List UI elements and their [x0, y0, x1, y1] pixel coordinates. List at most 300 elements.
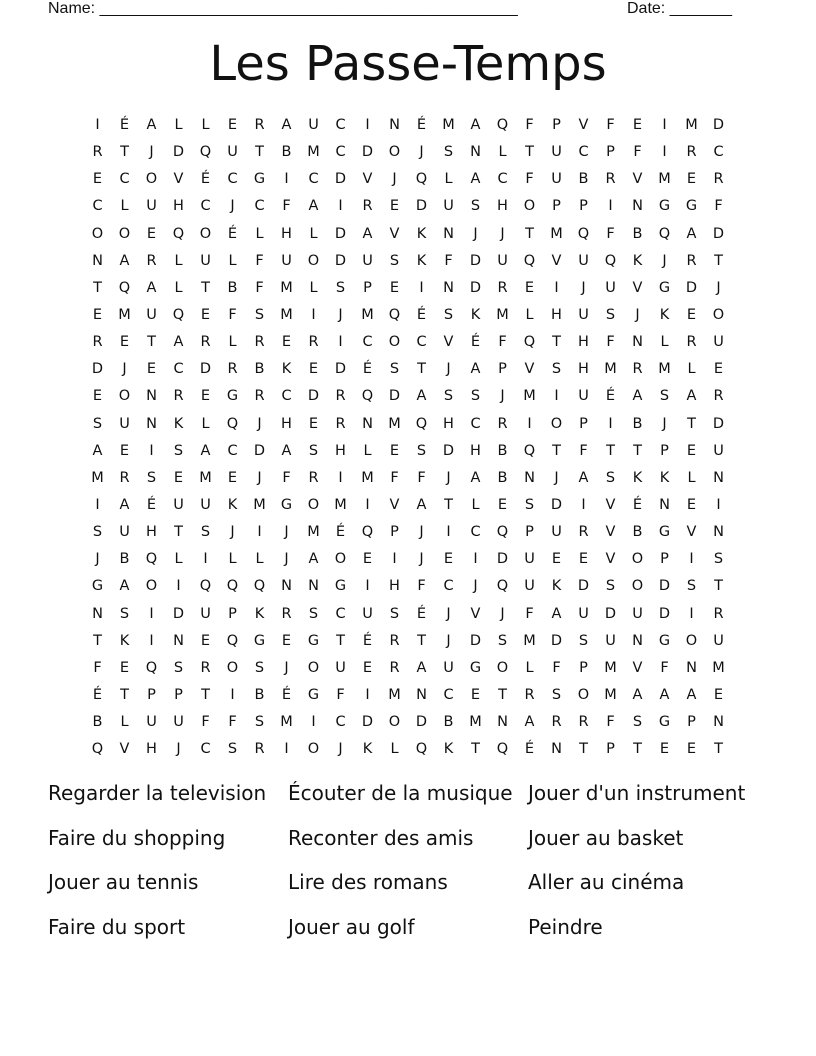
word-list-item: Reconter des amis — [288, 825, 474, 850]
grid-letter: É — [416, 605, 427, 622]
grid-letter: J — [95, 551, 100, 568]
grid-letter: Q — [361, 388, 374, 405]
grid-letter: A — [200, 442, 211, 459]
word-search-grid — [84, 112, 732, 763]
grid-letter: D — [496, 551, 509, 568]
grid-letter: I — [311, 714, 316, 731]
grid-letter: C — [362, 334, 373, 351]
grid-letter: V — [605, 551, 616, 568]
grid-letter: K — [416, 225, 427, 242]
grid-letter: E — [227, 117, 238, 133]
grid-letter: V — [389, 496, 400, 513]
grid-letter: S — [308, 605, 319, 622]
grid-letter: R — [578, 524, 589, 541]
grid-letter: É — [146, 496, 157, 513]
grid-letter: E — [119, 442, 130, 459]
grid-letter: B — [119, 551, 130, 568]
grid-letter: A — [119, 578, 130, 595]
grid-letter: R — [686, 252, 697, 269]
grid-letter: É — [200, 171, 211, 188]
grid-letter: U — [281, 252, 292, 269]
grid-letter: E — [200, 306, 211, 323]
grid-letter: R — [389, 632, 400, 649]
grid-letter: Q — [496, 741, 509, 758]
grid-letter: E — [119, 659, 130, 676]
grid-letter: L — [255, 551, 264, 568]
grid-letter: Q — [172, 225, 185, 242]
grid-letter: J — [635, 306, 640, 323]
grid-letter: M — [469, 714, 482, 731]
grid-letter: S — [389, 252, 400, 269]
word-list-item: Jouer d'un instrument — [528, 781, 746, 805]
grid-letter: E — [200, 632, 211, 649]
grid-letter: U — [335, 659, 346, 676]
grid-letter: C — [335, 605, 346, 622]
grid-letter: D — [361, 714, 374, 731]
grid-letter: F — [525, 605, 534, 622]
grid-letter: I — [284, 741, 289, 758]
grid-letter: É — [362, 361, 373, 378]
grid-letter: F — [633, 144, 642, 161]
grid-letter: N — [308, 578, 319, 595]
grid-letter: I — [689, 605, 694, 622]
grid-letter: Q — [496, 117, 509, 133]
grid-letter: G — [253, 171, 266, 188]
grid-letter: Q — [658, 225, 671, 242]
grid-letter: O — [496, 659, 509, 676]
grid-letter: E — [389, 442, 400, 459]
grid-letter: R — [335, 388, 346, 405]
name-line: Name: _______________________________________________ — [48, 0, 518, 17]
grid-letter: U — [524, 578, 535, 595]
word-list — [48, 775, 768, 953]
grid-letter: M — [307, 144, 320, 161]
grid-letter: O — [118, 388, 131, 405]
grid-letter: J — [662, 252, 667, 269]
grid-letter: A — [308, 198, 319, 215]
grid-letter: M — [361, 469, 374, 486]
grid-letter: F — [444, 252, 453, 269]
grid-letter: E — [92, 171, 103, 188]
grid-letter: M — [361, 306, 374, 323]
grid-letter: L — [525, 659, 534, 676]
word-list-item: Regarder la television — [48, 781, 267, 805]
grid-letter: A — [173, 334, 184, 351]
grid-letter: U — [227, 144, 238, 161]
grid-letter: Q — [199, 144, 212, 161]
grid-letter: C — [200, 198, 211, 215]
grid-letter: A — [470, 469, 481, 486]
grid-letter: A — [146, 279, 157, 296]
grid-letter: F — [201, 714, 210, 731]
grid-letter: Q — [145, 659, 158, 676]
grid-letter: Q — [226, 578, 239, 595]
grid-letter: O — [307, 252, 320, 269]
grid-letter: M — [658, 171, 671, 188]
grid-letter: C — [119, 171, 130, 188]
grid-letter: B — [254, 361, 265, 378]
grid-letter: C — [470, 524, 481, 541]
grid-letter: N — [362, 415, 373, 432]
grid-letter: U — [578, 388, 589, 405]
grid-letter: B — [497, 469, 508, 486]
grid-letter: S — [200, 524, 211, 541]
grid-letter: A — [146, 117, 157, 133]
grid-letter: P — [687, 714, 696, 731]
grid-letter: L — [309, 279, 318, 296]
word-list-item: Écouter de la musique — [288, 781, 513, 805]
grid-letter: R — [686, 334, 697, 351]
grid-letter: D — [685, 279, 698, 296]
grid-letter: Q — [388, 306, 401, 323]
grid-letter: E — [686, 496, 697, 513]
grid-letter: H — [335, 442, 346, 459]
grid-letter: E — [146, 225, 157, 242]
grid-letter: S — [497, 632, 508, 649]
grid-letter: D — [712, 117, 725, 133]
grid-letter: D — [415, 198, 428, 215]
grid-letter: Q — [496, 578, 509, 595]
grid-letter: I — [608, 198, 613, 215]
grid-letter: Q — [145, 551, 158, 568]
grid-letter: S — [605, 578, 616, 595]
grid-letter: A — [659, 686, 670, 703]
grid-letter: E — [497, 496, 508, 513]
grid-letter: R — [254, 741, 265, 758]
grid-letter: A — [470, 117, 481, 133]
grid-letter: G — [91, 578, 104, 595]
grid-letter: D — [172, 144, 185, 161]
grid-letter: J — [419, 551, 424, 568]
grid-letter: Q — [361, 524, 374, 541]
grid-letter: S — [227, 741, 238, 758]
grid-letter: P — [660, 442, 669, 459]
grid-letter: U — [713, 442, 724, 459]
grid-letter: A — [362, 225, 373, 242]
grid-letter: G — [253, 632, 266, 649]
grid-letter: É — [119, 117, 130, 133]
grid-letter: U — [200, 252, 211, 269]
grid-letter: A — [686, 686, 697, 703]
grid-letter: L — [471, 496, 480, 513]
grid-letter: C — [254, 198, 265, 215]
grid-letter: G — [469, 659, 482, 676]
grid-letter: Q — [172, 306, 185, 323]
grid-letter: Q — [523, 252, 536, 269]
grid-letter: I — [608, 415, 613, 432]
grid-letter: E — [200, 388, 211, 405]
grid-letter: C — [335, 117, 346, 133]
grid-letter: U — [605, 632, 616, 649]
grid-letter: S — [92, 415, 103, 432]
grid-letter: V — [605, 496, 616, 513]
grid-letter: D — [712, 225, 725, 242]
grid-letter: F — [525, 117, 534, 133]
grid-letter: R — [632, 361, 643, 378]
grid-letter: P — [579, 415, 588, 432]
grid-letter: N — [92, 252, 103, 269]
grid-letter: S — [92, 524, 103, 541]
grid-letter: R — [497, 415, 508, 432]
grid-letter: A — [416, 496, 427, 513]
grid-letter: O — [307, 659, 320, 676]
grid-letter: T — [417, 361, 426, 378]
grid-letter: S — [119, 605, 130, 622]
grid-letter: T — [552, 442, 561, 459]
grid-letter: I — [338, 334, 343, 351]
grid-letter: E — [92, 306, 103, 323]
grid-letter: D — [442, 442, 455, 459]
word-list-item: Jouer au tennis — [48, 870, 199, 894]
grid-letter: R — [713, 171, 724, 188]
grid-letter: P — [579, 198, 588, 215]
grid-letter: E — [146, 361, 157, 378]
grid-letter: D — [550, 632, 563, 649]
grid-letter: I — [716, 496, 721, 513]
grid-letter: U — [200, 605, 211, 622]
grid-letter: N — [659, 496, 670, 513]
grid-letter: A — [551, 605, 562, 622]
grid-letter: T — [174, 524, 183, 541]
grid-letter: D — [172, 605, 185, 622]
grid-letter: O — [685, 632, 698, 649]
grid-letter: G — [307, 632, 320, 649]
grid-letter: C — [578, 144, 589, 161]
grid-letter: D — [91, 361, 104, 378]
grid-letter: É — [281, 686, 292, 703]
grid-letter: F — [552, 659, 561, 676]
grid-letter: J — [230, 524, 235, 541]
grid-letter: Q — [199, 578, 212, 595]
grid-letter: P — [552, 198, 561, 215]
grid-letter: O — [307, 496, 320, 513]
grid-letter: A — [281, 117, 292, 133]
word-list-item: Jouer au golf — [288, 914, 415, 939]
grid-letter: F — [255, 279, 264, 296]
grid-letter: R — [308, 334, 319, 351]
grid-letter: O — [712, 306, 725, 323]
grid-letter: I — [662, 117, 667, 133]
grid-letter: T — [444, 496, 453, 513]
grid-letter: D — [604, 605, 617, 622]
grid-letter: F — [93, 659, 102, 676]
grid-letter: S — [578, 632, 589, 649]
grid-letter: A — [686, 388, 697, 405]
grid-letter: C — [443, 578, 454, 595]
grid-letter: R — [551, 714, 562, 731]
grid-letter: Q — [523, 334, 536, 351]
grid-letter: N — [524, 469, 535, 486]
grid-letter: G — [685, 198, 698, 215]
grid-letter: J — [284, 524, 289, 541]
grid-letter: N — [632, 632, 643, 649]
grid-letter: H — [146, 524, 157, 541]
grid-letter: N — [713, 714, 724, 731]
grid-letter: E — [443, 551, 454, 568]
grid-letter: V — [389, 225, 400, 242]
grid-letter: M — [550, 225, 563, 242]
grid-letter: P — [552, 117, 561, 133]
grid-letter: H — [281, 225, 292, 242]
grid-letter: I — [392, 551, 397, 568]
grid-letter: A — [119, 496, 130, 513]
grid-letter: J — [149, 144, 154, 161]
grid-letter: V — [470, 605, 481, 622]
grid-letter: L — [390, 741, 399, 758]
grid-letter: L — [174, 117, 183, 133]
grid-letter: I — [527, 415, 532, 432]
grid-letter: U — [578, 605, 589, 622]
grid-letter: H — [173, 198, 184, 215]
grid-letter: F — [417, 469, 426, 486]
grid-letter: R — [524, 686, 535, 703]
grid-letter: B — [578, 171, 589, 188]
grid-letter: R — [92, 334, 103, 351]
grid-letter: F — [228, 306, 237, 323]
grid-letter: M — [280, 306, 293, 323]
grid-letter: P — [606, 144, 615, 161]
grid-letter: J — [662, 415, 667, 432]
grid-letter: T — [633, 741, 642, 758]
grid-letter: H — [497, 198, 508, 215]
grid-letter: U — [443, 659, 454, 676]
grid-letter: T — [714, 578, 723, 595]
grid-letter: S — [551, 686, 562, 703]
grid-letter: J — [716, 279, 721, 296]
grid-letter: U — [119, 524, 130, 541]
grid-letter: B — [632, 415, 643, 432]
grid-letter: K — [632, 252, 643, 269]
grid-letter: M — [280, 714, 293, 731]
grid-letter: É — [470, 334, 481, 351]
grid-letter: F — [282, 198, 291, 215]
grid-letter: S — [389, 361, 400, 378]
grid-letter: N — [146, 415, 157, 432]
grid-letter: S — [416, 442, 427, 459]
grid-letter: O — [577, 686, 590, 703]
grid-letter: C — [308, 171, 319, 188]
grid-letter: P — [228, 605, 237, 622]
grid-letter: N — [146, 388, 157, 405]
grid-letter: V — [605, 524, 616, 541]
grid-letter: L — [660, 334, 669, 351]
grid-letter: D — [415, 714, 428, 731]
grid-letter: C — [200, 741, 211, 758]
grid-letter: I — [365, 496, 370, 513]
grid-letter: E — [713, 686, 724, 703]
grid-letter: R — [335, 415, 346, 432]
grid-letter: P — [579, 659, 588, 676]
word-list-item: Faire du sport — [48, 914, 186, 939]
grid-letter: O — [388, 714, 401, 731]
grid-letter: I — [230, 686, 235, 703]
grid-letter: L — [687, 469, 696, 486]
grid-letter: O — [334, 551, 347, 568]
grid-letter: I — [176, 578, 181, 595]
grid-letter: F — [579, 442, 588, 459]
grid-letter: C — [443, 686, 454, 703]
grid-letter: C — [227, 442, 238, 459]
grid-letter: S — [389, 605, 400, 622]
grid-letter: L — [228, 334, 237, 351]
grid-letter: H — [389, 578, 400, 595]
grid-letter: G — [658, 198, 671, 215]
grid-letter: V — [524, 361, 535, 378]
grid-letter: A — [416, 388, 427, 405]
grid-letter: S — [524, 496, 535, 513]
grid-letter: C — [416, 334, 427, 351]
grid-letter: E — [551, 551, 562, 568]
grid-letter: D — [469, 252, 482, 269]
grid-letter: E — [281, 334, 292, 351]
grid-letter: R — [686, 144, 697, 161]
grid-letter: U — [551, 524, 562, 541]
grid-letter: O — [307, 741, 320, 758]
grid-letter: Q — [118, 279, 131, 296]
grid-letter: M — [199, 469, 212, 486]
grid-letter: J — [176, 741, 181, 758]
grid-letter: B — [281, 144, 292, 161]
grid-letter: N — [713, 524, 724, 541]
grid-letter: U — [173, 496, 184, 513]
grid-letter: E — [362, 659, 373, 676]
grid-letter: K — [470, 306, 481, 323]
grid-letter: E — [578, 551, 589, 568]
grid-letter: L — [363, 442, 372, 459]
grid-letter: N — [416, 686, 427, 703]
grid-letter: S — [470, 198, 481, 215]
grid-letter: H — [470, 442, 481, 459]
grid-letter: K — [173, 415, 184, 432]
grid-letter: I — [338, 198, 343, 215]
grid-letter: U — [713, 334, 724, 351]
grid-letter: M — [307, 524, 320, 541]
grid-letter: E — [470, 686, 481, 703]
grid-letter: A — [416, 659, 427, 676]
grid-letter: T — [336, 632, 345, 649]
grid-letter: J — [284, 659, 289, 676]
grid-letter: L — [120, 714, 129, 731]
grid-letter: T — [606, 442, 615, 459]
grid-letter: T — [120, 144, 129, 161]
grid-letter: U — [119, 415, 130, 432]
grid-letter: M — [388, 415, 401, 432]
grid-letter: T — [147, 334, 156, 351]
grid-letter: U — [632, 605, 643, 622]
grid-letter: R — [389, 659, 400, 676]
grid-letter: M — [91, 469, 104, 486]
grid-letter: G — [658, 714, 671, 731]
grid-letter: H — [551, 306, 562, 323]
grid-letter: B — [632, 225, 643, 242]
grid-letter: J — [419, 524, 424, 541]
grid-letter: F — [714, 198, 723, 215]
grid-letter: L — [309, 225, 318, 242]
grid-letter: P — [660, 551, 669, 568]
grid-letter: F — [336, 686, 345, 703]
grid-letter: V — [551, 252, 562, 269]
grid-letter: F — [606, 714, 615, 731]
grid-letter: U — [524, 551, 535, 568]
grid-letter: M — [280, 279, 293, 296]
grid-letter: F — [525, 171, 534, 188]
grid-letter: O — [226, 659, 239, 676]
grid-letter: H — [578, 334, 589, 351]
grid-letter: K — [362, 741, 373, 758]
grid-letter: G — [658, 279, 671, 296]
grid-letter: E — [92, 388, 103, 405]
grid-letter: I — [662, 144, 667, 161]
